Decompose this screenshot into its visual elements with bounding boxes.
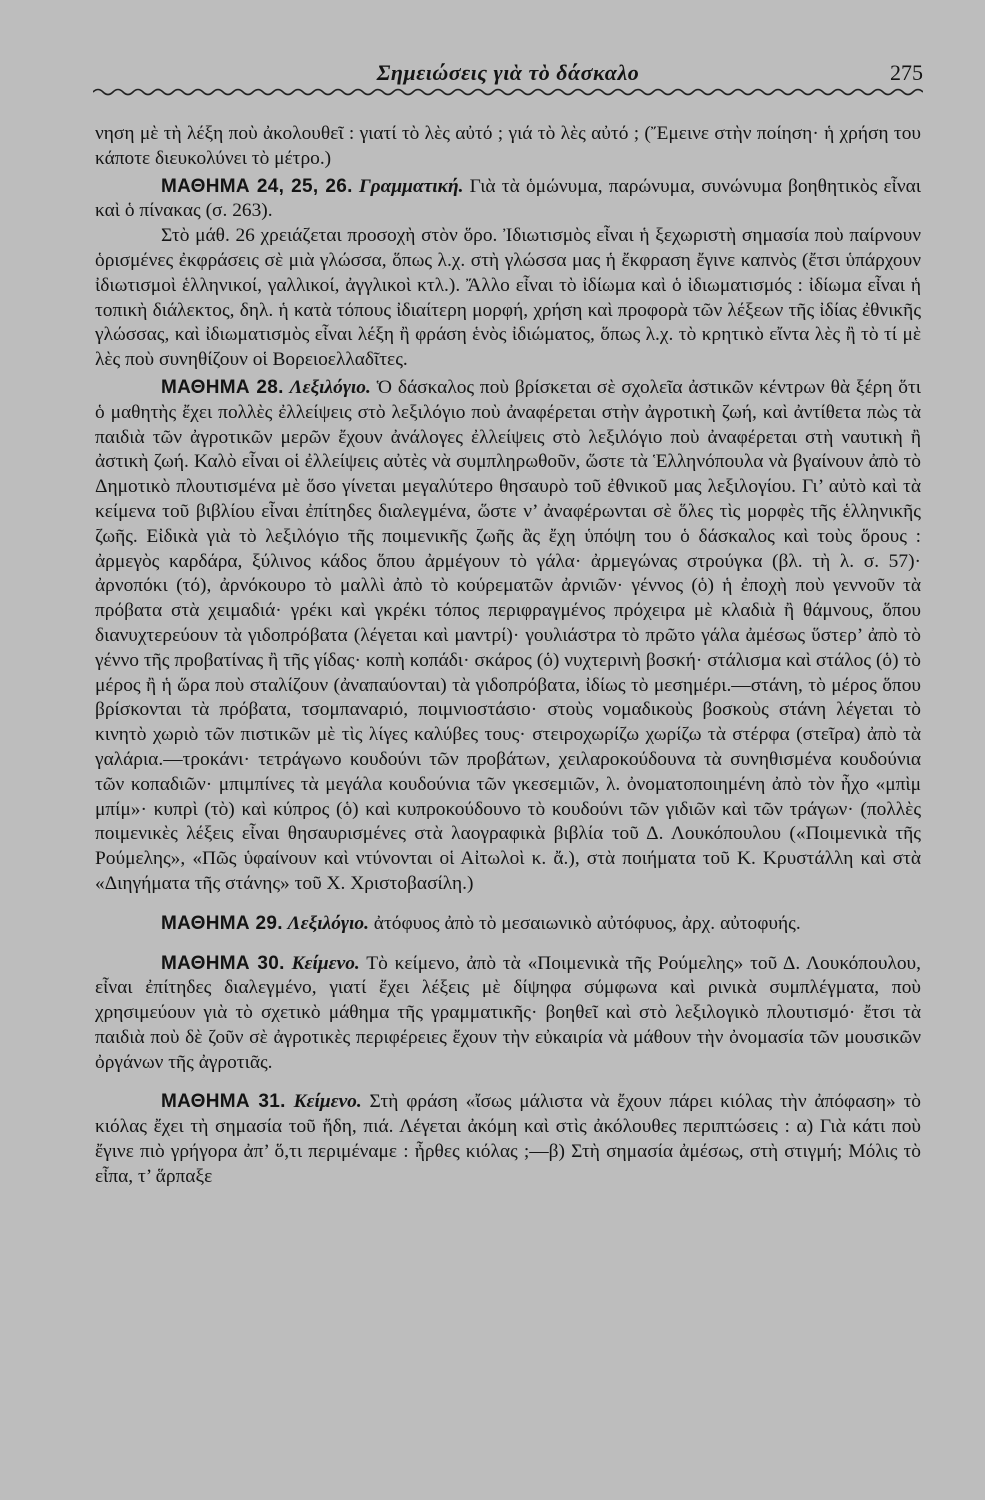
lesson-topic: Κείμενο. — [291, 952, 360, 974]
lesson-heading: ΜΑΘΗΜΑ 28. — [161, 376, 284, 398]
lesson-heading: ΜΑΘΗΜΑ 24, 25, 26. — [161, 175, 353, 197]
paragraph-lesson-26: Στὸ μάθ. 26 χρειάζεται προσοχὴ στὸν ὅρο. Ἰδιωτισμὸς εἶναι ἡ ξεχωριστὴ σημασία ποὺ παίρνουν ὁρισμένες ἐκφράσεις σὲ μιὰ γλώσσα, ὅπως λ.χ. στὴ γλώσσα μας ἡ ἔκφραση ἔγινε καπνὸς (ἔτσι ὑπάρχουν ἰδιωτισμοὶ ἑλληνικοί, γαλλικοί, ἀγγλικοὶ κτλ.). Ἄλλο εἶναι τὸ ἰδίωμα καὶ ὁ ἰδιωματισμός : ἰδίωμα εἶναι ἡ τοπικὴ διάλεκτος, δηλ. ἡ κατὰ τόπους ἰδιαίτερη μορφή, χρήση καὶ προφορὰ τῶν λέξεων τῆς ἰδίας ἐθνικῆς γλώσσας, καὶ ἰδιωματισμὸς εἶναι λέξη ἢ φράση ἑνὸς ἰδιώματος, ὅπως λ.χ. τὸ κρητικὸ εἴντα λὲς ἢ τὸ τί μὲ λὲς ποὺ συνηθίζουν οἱ Βορειοελλαδῖτες. — [95, 225, 921, 371]
section-lesson-28 — [95, 376, 921, 897]
lesson-heading: ΜΑΘΗΜΑ 30. — [161, 952, 285, 974]
lesson-topic: Κείμενο. — [293, 1091, 362, 1113]
lesson-topic: Λεξιλόγιο. — [287, 912, 369, 934]
lesson-topic: Λεξιλόγιο. — [289, 376, 371, 398]
lesson-heading: ΜΑΘΗΜΑ 31. — [161, 1091, 286, 1113]
running-title: Σημειώσεις γιὰ τὸ δάσκαλο — [376, 60, 640, 85]
wavy-rule-line — [93, 86, 923, 98]
page-number: 275 — [890, 60, 923, 85]
section-lesson-31 — [95, 1090, 921, 1189]
lesson-text: Ὁ δάσκαλος ποὺ βρίσκεται σὲ σχολεῖα ἀστικῶν κέντρων θὰ ξέρη ὅτι ὁ μαθητὴς ἔχει πολλὲς ἐλλείψεις στὸ λεξιλόγιο ποὺ ἀναφέρεται στὴν ἀγροτικὴ ζωή, καὶ ἀντίθετα πὼς τὰ παιδιὰ τῶν ἀγροτικῶν μερῶν ἔχουν ἀνάλογες ἐλλείψεις στὸ λεξιλόγιο ποὺ ἀναφέρεται στὴ ναυτικὴ ἢ ἀστικὴ ζωή. Καλὸ εἶναι οἱ ἐλλείψεις αὐτὲς νὰ συμπληρωθοῦν, ὥστε τὰ Ἑλληνόπουλα νὰ βγαίνουν ἀπὸ τὸ Δημοτικὸ πλουτισμένα μὲ ὅσο γίνεται μεγαλύτερο θησαυρὸ τοῦ ἐθνικοῦ μας λεξιλογίου. Γι’ αὐτὸ καὶ τὰ κείμενα τοῦ βιβλίου εἶναι ἐπίτηδες διαλεγμένα, ὥστε ν’ ἀναφέρωνται σὲ ὅλες τὶς μορφὲς τῆς ἑλληνικῆς ζωῆς. Εἰδικὰ γιὰ τὸ λεξιλόγιο τῆς ποιμενικῆς ζωῆς ἂς ἔχη ὑπόψη του ὁ δάσκαλος καὶ τοὺς ὅρους : ἀρμεγὸς καρδάρα, ξύλινος κάδος ὅπου ἀρμέγουν τὸ γάλα· ἀρμεγώνας στρούγκα (βλ. τὴ λ. σ. 57)· ἀρνοπόκι (τό), ἀρνόκουρο τὸ μαλλὶ ἀπὸ τὸ κούρεματῶν ἀρνιῶν· γέννος (ὁ) ἡ ἐποχὴ ποὺ γεννοῦν τὰ πρόβατα στὰ χειμαδιά· γρέκι καὶ γκρέκι τόπος περιφραγμένος πρόχειρα μὲ κλαδιὰ ἢ θάμνους, ὅπου διανυχτερεύουν τὰ γιδοπρόβατα (λέγεται καὶ μαντρί)· γουλιάστρα τὸ πρῶτο γάλα ἀμέσως ὕστερ’ ἀπὸ τὸ γέννο τῆς προβατίνας ἢ τῆς γίδας· κοπὴ κοπάδι· σκάρος (ὁ) νυχτερινὴ βοσκή· στάλισμα καὶ στάλος (ὁ) τὸ μέρος ἢ ἡ ὥρα ποὺ σταλίζουν (ἀναπαύονται) τὰ γιδοπρόβατα, ἰδίως τὸ μεσημέρι.—στάνη, τὸ μέρος ὅπου βρίσκονται τὰ πρόβατα, τσομπαναριό, ποιμνιοστάσιο· στοὺς νομαδικοὺς βοσκοὺς στάνη λέγεται τὸ κινητὸ χωριὸ τῶν πιστικῶν μὲ τὶς λίγες καλύβες τους· στειροχωρίζω χωρίζω τὰ στέρφα (στεῖρα) ἀπὸ τὰ γαλάρια.—τροκάνι· τετράγωνο κουδούνι τῶν προβάτων, χειλαροκούδουνα τὰ συνηθισμένα κουδούνια τῶν κοπαδιῶν· μπιμπίνες τὰ μεγάλα κουδούνια τῶν γκεσεμιῶν, λ. ὀνοματοποιημένη ἀπὸ τὸν ἦχο «μπὶμ μπίμ»· κυπρὶ (τὸ) καὶ κύπρος (ὁ) καὶ κυπροκούδουνο τὸ κουδούνι τῶν γιδιῶν καὶ τῶν τράγων· (πολλὲς ποιμενικὲς λέξεις εἶναι θησαυρισμένες στὰ λαογραφικὰ βιβλία τοῦ Δ. Λουκόπουλου («Ποιμενικὰ τῆς Ρούμελης», «Πῶς ὑφαίνουν καὶ ντύνονται οἱ Αἰτωλοὶ κ. ἄ.), στὰ ποιήματα τοῦ Κ. Κρυστάλλη καὶ στὰ «Διηγήματα τῆς στάνης» τοῦ Χ. Χριστοβασίλη.) — [95, 376, 921, 894]
lesson-text: Στὴ φράση «ἴσως μάλιστα νὰ ἔχουν πάρει κιόλας τὴν ἀπόφαση» τὸ κιόλας ἔχει τὴ σημασία τοῦ ἤδη, πιά. Λέγεται ἀκόμη καὶ στὶς ἀκόλουθες περιπτώσεις : α) Γιὰ κάτι ποὺ ἔγινε πιὸ γρήγορα ἀπ’ ὅ,τι περιμέναμε : ἦρθες κιόλας ;—β) Στὴ σημασία ἀμέσως, στὴ στιγμή; Μόλις τὸ εἶπα, τ’ ἅρπαξε — [95, 1091, 921, 1187]
lesson-text: ἀτόφυος ἀπὸ τὸ μεσαιωνικὸ αὐτόφυος, ἀρχ. αὐτοφυής. — [373, 912, 801, 934]
wavy-rule — [93, 86, 923, 98]
lesson-heading: ΜΑΘΗΜΑ 29. — [161, 912, 283, 934]
section-lesson-24 — [95, 175, 921, 225]
lesson-text: Γιὰ τὰ ὁμώνυμα, παρώνυμα, συνώνυμα βοηθητικὸς εἶναι καὶ ὁ πίνακας (σ. 263). — [95, 175, 921, 222]
lesson-topic: Γραμματική. — [358, 175, 464, 197]
running-header — [95, 52, 921, 86]
lesson-text: Τὸ κείμενο, ἀπὸ τὰ «Ποιμενικὰ τῆς Ρούμελης» τοῦ Δ. Λουκόπουλου, εἶναι ἐπίτηδες διαλεγμένο, γιατί ἔχει λέξεις μὲ δίψηφα σύμφωνα καὶ ρινικὰ συμπλέγματα, ποὺ χρησιμεύουν γιὰ τὸ σχετικὸ μάθημα τῆς γραμματικῆς· βοηθεῖ καὶ στὸ λεξιλογικὸ πλουτισμό· ἔτσι τὰ παιδιὰ ποὺ δὲ ζοῦν σὲ ἀγροτικὲς περιφέρειες ἔχουν τὴν εὐκαιρία νὰ μάθουν τὴν ὀνομασία τῶν μουσικῶν ὀργάνων τῆς ἀγροτιᾶς. — [95, 952, 922, 1073]
section-lesson-29 — [95, 912, 921, 937]
paragraph-continuation: νηση μὲ τὴ λέξη ποὺ ἀκολουθεῖ : γιατί τὸ λὲς αὐτό ; γιά τὸ λὲς αὐτό ; (Ἔμεινε στὴν ποίηση· ἡ χρήση του κάποτε διευκολύνει τὸ μέτρο.) — [95, 123, 921, 169]
section-lesson-30 — [95, 952, 921, 1076]
